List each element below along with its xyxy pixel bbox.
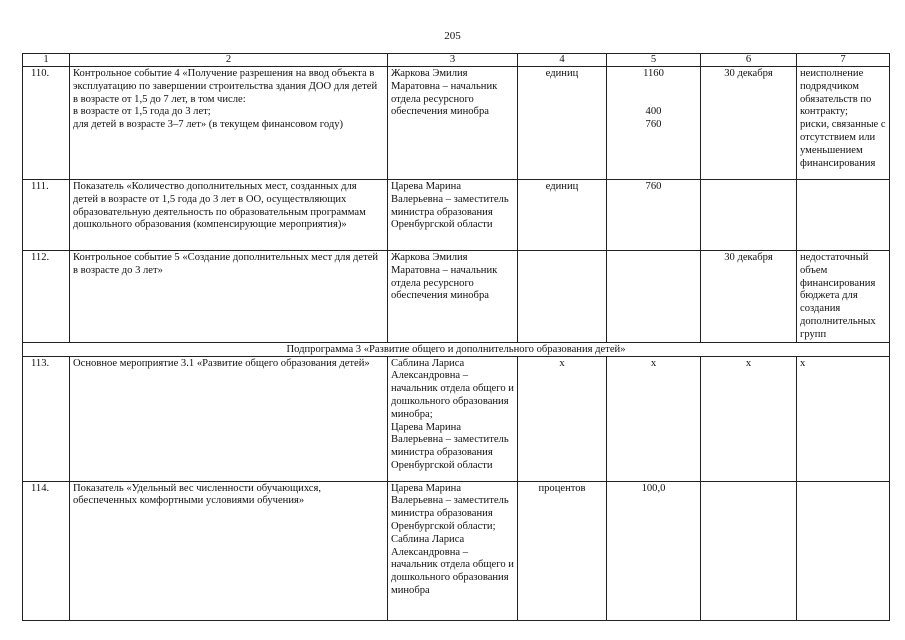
row-risks: неисполнение подрядчиком обязательств по контракту; риски, связанные с отсутствием или уменьшением финансирования (797, 67, 890, 180)
row-risks: х (797, 356, 890, 481)
row-number: 110. (23, 67, 70, 180)
column-number-3: 3 (388, 54, 518, 67)
subprogram-title: Подпрограмма 3 «Развитие общего и дополнительного образования детей» (23, 342, 890, 356)
column-number-4: 4 (518, 54, 607, 67)
row-responsible: Жаркова Эмилия Маратовна – начальник отдела ресурсного обеспечения минобра (388, 251, 518, 343)
row-number: 111. (23, 180, 70, 251)
row-responsible: Жаркова Эмилия Маратовна – начальник отдела ресурсного обеспечения минобра (388, 67, 518, 180)
row-value (607, 251, 701, 343)
row-description: Контрольное событие 4 «Получение разрешения на ввод объекта в эксплуатацию по завершении строительства здания ДОО для детей в возрасте от 1,5 до 7 лет, в том числе: в возрасте от 1,5 года до 3 лет; для детей в возрасте 3–7 лет» (в текущем финансовом году) (70, 67, 388, 180)
table-row (23, 356, 890, 481)
row-unit: процентов (518, 481, 607, 620)
column-number-1: 1 (23, 54, 70, 67)
row-risks: недостаточный объем финансирования бюджета для создания дополнительных групп (797, 251, 890, 343)
row-value: 1160 400 760 (607, 67, 701, 180)
row-deadline (701, 481, 797, 620)
row-unit: единиц (518, 67, 607, 180)
row-number: 114. (23, 481, 70, 620)
page-number: 205 (444, 30, 461, 42)
row-value: 760 (607, 180, 701, 251)
row-number: 112. (23, 251, 70, 343)
row-risks (797, 481, 890, 620)
row-description: Показатель «Удельный вес численности обучающихся, обеспеченных комфортными условиями обучения» (70, 481, 388, 620)
row-number: 113. (23, 356, 70, 481)
column-number-2: 2 (70, 54, 388, 67)
table-row (23, 180, 890, 251)
table-row (23, 67, 890, 180)
row-responsible: Саблина Лариса Александровна – начальник отдела общего и дошкольного образования минобра; Царева Марина Валерьевна – заместитель министра образования Оренбургской области (388, 356, 518, 481)
document-table (22, 53, 890, 621)
row-description: Контрольное событие 5 «Создание дополнительных мест для детей в возрасте до 3 лет» (70, 251, 388, 343)
row-responsible: Царева Марина Валерьевна – заместитель министра образования Оренбургской области; Саблина Лариса Александровна – начальник отдела общего и дошкольного образования минобра (388, 481, 518, 620)
row-deadline: 30 декабря (701, 67, 797, 180)
column-number-5: 5 (607, 54, 701, 67)
column-number-7: 7 (797, 54, 890, 67)
row-deadline: 30 декабря (701, 251, 797, 343)
row-description: Основное мероприятие 3.1 «Развитие общего образования детей» (70, 356, 388, 481)
table-row (23, 251, 890, 343)
row-deadline (701, 180, 797, 251)
row-value: х (607, 356, 701, 481)
row-description: Показатель «Количество дополнительных мест, созданных для детей в возрасте от 1,5 года до 3 лет в ОО, осуществляющих образовательную деятельность по образовательным программам дошкольного образования (компенсирующие мероприятия)» (70, 180, 388, 251)
column-number-6: 6 (701, 54, 797, 67)
table-row (23, 481, 890, 620)
subprogram-row (23, 342, 890, 356)
row-risks (797, 180, 890, 251)
row-value: 100,0 (607, 481, 701, 620)
row-responsible: Царева Марина Валерьевна – заместитель министра образования Оренбургской области (388, 180, 518, 251)
row-unit: единиц (518, 180, 607, 251)
row-deadline: х (701, 356, 797, 481)
row-unit (518, 251, 607, 343)
column-number-header-row (23, 54, 890, 67)
row-unit: х (518, 356, 607, 481)
